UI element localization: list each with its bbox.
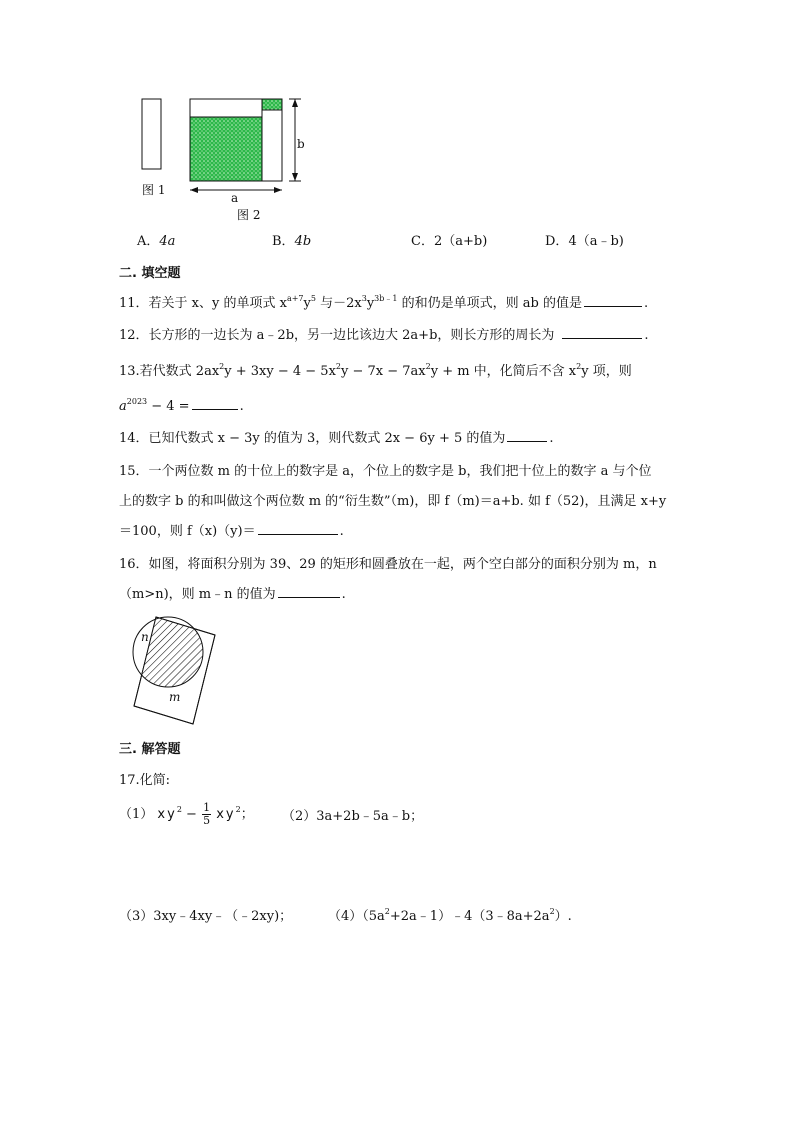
answer-blank-16[interactable]: [278, 585, 340, 598]
option-b: B．4b: [272, 234, 312, 249]
question-15-line-3: ＝100，则 f（x)（y)＝ .: [119, 524, 344, 539]
question-15-line-2: 上的数字 b 的和叫做这个两位数 m 的“衍生数”（m)，即 f（m)＝a+b. 如 f（52)，且满足 x+y: [119, 494, 667, 509]
question-16-line-2: （m>n)，则 m﹣n 的值为 .: [119, 587, 346, 602]
question-17-title: 17.化简:: [119, 773, 171, 788]
fig2-shaded-large: [190, 117, 262, 181]
fig2-shaded-small: [262, 99, 282, 110]
question-12: 12．长方形的一边长为 a﹣2b，另一边比该边大 2a+b，则长方形的周长为 .: [119, 328, 649, 343]
dimension-b-label: b: [297, 137, 305, 151]
answer-blank-15[interactable]: [258, 522, 338, 535]
option-d: D．4（a﹣b): [545, 234, 624, 249]
answer-blank-12[interactable]: [562, 326, 642, 339]
question-15-line-1: 15．一个两位数 m 的十位上的数字是 a，个位上的数字是 b，我们把十位上的数字 a 与个位: [119, 464, 652, 479]
fig1-caption: 图 1: [142, 183, 166, 197]
answer-blank-11[interactable]: [584, 294, 642, 307]
dimension-a-label: a: [231, 191, 239, 205]
fraction-one-fifth: $\frac{1}{5}$: [203, 801, 211, 827]
label-n: n: [141, 630, 149, 644]
section-solve-heading: 三. 解答题: [119, 742, 181, 757]
option-c: C．2（a+b): [411, 234, 488, 249]
rectangle-figures: [135, 92, 315, 222]
section-fill-in-heading: 二. 填空题: [119, 266, 181, 281]
question-13: 13.若代数式 $2ax^2y + 3xy - 4 - 5x^2y - 7x - 7ax^2y + m$ 中，化简后不含 $x^2y$ 项，则: [119, 362, 632, 379]
answer-blank-13[interactable]: [192, 397, 238, 410]
question-17-part-4: $(4)(5a^2+2a﹣1)﹣4(3﹣8a+2a^2)$.: [328, 907, 572, 924]
answer-blank-14[interactable]: [507, 429, 547, 442]
question-14: 14．已知代数式 x − 3y 的值为 3，则代数式 2x − 6y + 5 的值为 .: [119, 431, 554, 446]
question-17-part-2: （2）3a+2b﹣5a﹣b；: [282, 809, 424, 824]
label-m: m: [169, 690, 181, 704]
question-17-part-3: （3）3xy﹣4xy﹣（﹣2xy)；: [119, 909, 293, 924]
fig1-rectangle: [142, 99, 161, 169]
question-11: 11．若关于 x、y 的单项式 $x^{a+7}y^5$ 与$-2x^3y^{3b﹣1}$ 的和仍是单项式，则 ab 的值是 .: [119, 294, 649, 311]
question-16-line-1: 16．如图，将面积分别为 39、29 的矩形和圆叠放在一起，两个空白部分的面积分别为 m，n: [119, 557, 657, 572]
fig2-caption: 图 2: [237, 208, 261, 222]
question-13-line-2: $a^{2023} - 4$ = .: [119, 397, 244, 414]
question-17-part-1: （1） $xy^2$ − $\frac{1}{5}$ $xy^2$；: [119, 801, 254, 827]
option-a: A．4a: [137, 234, 176, 249]
